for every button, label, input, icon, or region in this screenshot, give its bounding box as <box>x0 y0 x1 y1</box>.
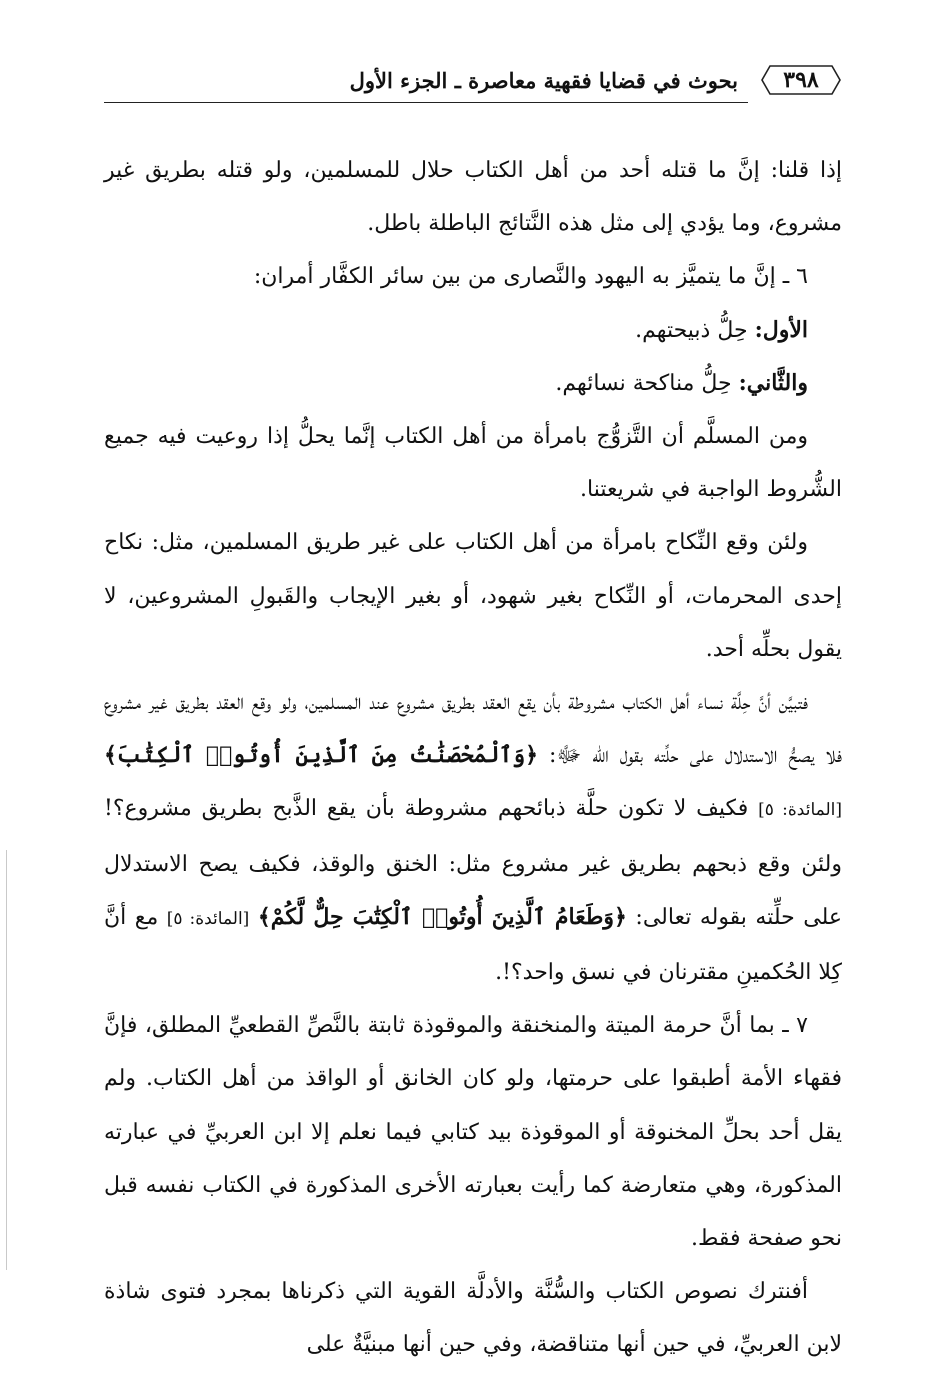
paragraph-1: إذا قلنا: إنَّ ما قتله أحد من أهل الكتاب حلال للمسلمين، ولو قتله بطريق غير مشروع، وما يؤدي إلى مثل هذه النَّتائج الباطلة باطل. <box>104 158 842 237</box>
paragraph-4 <box>104 357 842 410</box>
first-text: حِلُّ ذبيحتهم. <box>635 317 748 343</box>
page-body <box>104 144 842 1372</box>
paragraph-9: أفنترك نصوص الكتاب والسُّنَّة والأدلَّة القوية التي ذكرناها بمجرد فتوى شاذة لابن العربيِّ، في حين أنها متناقضة، وفي حين أنها مبنيَّةٌ على <box>104 1279 842 1358</box>
paragraph-6: ولئن وقع النِّكاح بامرأة من أهل الكتاب على غير طريق المسلمين، مثل: نكاح إحدى المحرمات، أو النِّكاح بغير شهود، أو بغير الإيجاب والقَبولِ المشروعين، لا يقول بحلِّه أحد. <box>104 530 842 662</box>
page-number-frame <box>760 64 842 96</box>
verse-reference-2: [المائدة: ٥] <box>166 908 250 929</box>
paragraph-5: ومن المسلَّم أن التَّزوُّج بامرأة من أهل الكتاب إنَّما يحلُّ إذا روعيت فيه جميع الشُّروط الواجبة في شريعتنا. <box>104 424 842 503</box>
paragraph-3 <box>104 304 842 357</box>
scan-margin-line <box>6 850 7 1270</box>
running-title: بحوث في قضايا فقهية معاصرة ـ الجزء الأول <box>349 68 738 93</box>
page-number: ٣٩٨ <box>783 67 819 93</box>
first-label: الأول: <box>754 316 808 343</box>
second-label: والثَّاني: <box>738 369 808 396</box>
paragraph-8: ٧ ـ بما أنَّ حرمة الميتة والمنخنقة والموقوذة ثابتة بالنَّصِّ القطعيِّ المطلق، فإنَّ فقهاء الأمة أطبقوا على حرمتها، ولو كان الخانق أو الواقذ من أهل الكتاب. ولم يقل أحد بحلِّ المخنوقة أو الموقوذة بيد كتابي فيما نعلم إلا ابن العربيِّ في عبارته المذكورة، وهي متعارضة كما رأيت بعبارته الأخرى المذكورة في الكتاب نفسه قبل نحو صفحة فقط. <box>104 1013 842 1252</box>
paragraph-7 <box>104 676 842 999</box>
paragraph-7-part-a: فتبيَّن أنَّ حِلَّة نساء أهل الكتاب مشروطة بأن يقع العقد بطريق مشروع عند المسلمين، ولو وقع العقد بطريق غير مشروع فلا يصحُّ الاستدلال على حلِّته بقول الله ﷻ: <box>104 690 842 769</box>
paragraph-7-part-b: فكيف لا تكون حلَّة ذبائحهم مشروطة بأن يقع الذَّبح بطريق مشروع؟! ولئن وقع ذبحهم بطريق غير مشروع مثل: الخنق والوقذ، فكيف يصح الاستدلال على حلِّته بقوله تعالى: <box>104 796 842 930</box>
quran-verse-1: ﴿وَٱلْمُحْصَنَٰتُ مِنَ ٱلَّذِينَ أُوتُوا۟ ٱلْكِتَٰبَ﴾ <box>104 742 539 769</box>
paragraph-7-part-c: مع أنَّ كِلا الحُكمينِ مقترنان في نسق واحد؟!. <box>104 904 842 986</box>
header-divider <box>104 102 748 103</box>
paragraph-2: ٦ ـ إنَّ ما يتميَّز به اليهود والنَّصارى من بين سائر الكفَّار أمران: <box>253 264 808 290</box>
second-text: حِلُّ مناكحة نسائهم. <box>555 370 732 396</box>
quran-verse-2: ﴿وَطَعَامُ ٱلَّذِينَ أُوتُوا۟ ٱلْكِتَٰبَ حِلٌّ لَّكُمْ﴾ <box>257 903 627 930</box>
page-header <box>104 62 842 110</box>
verse-reference-1: [المائدة: ٥] <box>758 800 842 821</box>
